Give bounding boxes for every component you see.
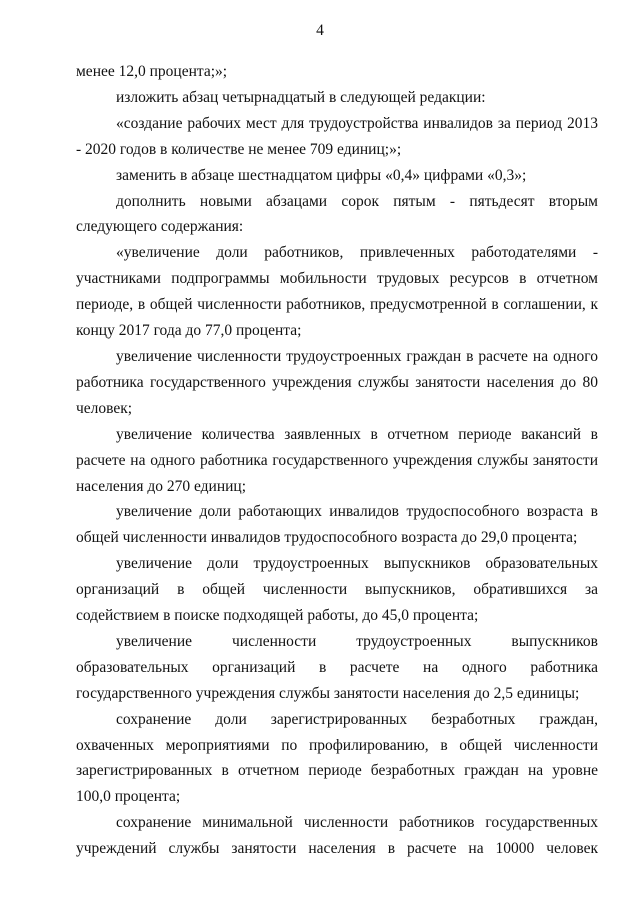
paragraph-3: «создание рабочих мест для трудоустройства инвалидов за период 2013 - 2020 годов в количестве не менее 709 единиц;»; [76,114,598,158]
paragraph-8: увеличение количества заявленных в отчетном периоде вакансий в расчете на одного работника государственного учреждения службы занятости населения до 270 единиц; [76,425,598,495]
paragraph-13: сохранение минимальной численности работников государственных учреждений службы занятости населения в расчете на 10000 человек [76,814,598,858]
paragraph-9: увеличение доли работающих инвалидов трудоспособного возраста в общей численности инвалидов трудоспособного возраста до 29,0 процента; [76,503,598,547]
document-body [76,59,598,862]
paragraph-7: увеличение численности трудоустроенных граждан в расчете на одного работника государственного учреждения службы занятости населения до 80 человек; [76,347,598,417]
paragraph-1: менее 12,0 процента;»; [76,63,228,80]
paragraph-2: изложить абзац четырнадцатый в следующей редакции: [116,88,486,106]
paragraph-10: увеличение доли трудоустроенных выпускников образовательных организаций в общей численности выпускников, обратившихся за содействием в поиске подходящей работы, до 45,0 процента; [76,555,598,625]
paragraph-6: «увеличение доли работников, привлеченных работодателями - участниками подпрограммы мобильности трудовых ресурсов в отчетном периоде, в общей численности работников, предусмотренной в соглашении, к концу 2017 года до 77,0 процента; [76,244,598,340]
paragraph-5: дополнить новыми абзацами сорок пятым - пятьдесят вторым следующего содержания: [76,192,598,236]
paragraph-4: заменить в абзаце шестнадцатом цифры «0,4» цифрами «0,3»; [116,166,527,184]
paragraph-12: сохранение доли зарегистрированных безработных граждан, охваченных мероприятиями по профилированию, в общей численности зарегистрированных в отчетном периоде безработных граждан на уровне 100,0 процента; [76,710,598,806]
page-number: 4 [316,22,324,39]
paragraph-11: увеличение численности трудоустроенных выпускников образовательных организаций в расчете на одного работника государственного учреждения службы занятости населения до 2,5 единицы; [76,632,598,702]
